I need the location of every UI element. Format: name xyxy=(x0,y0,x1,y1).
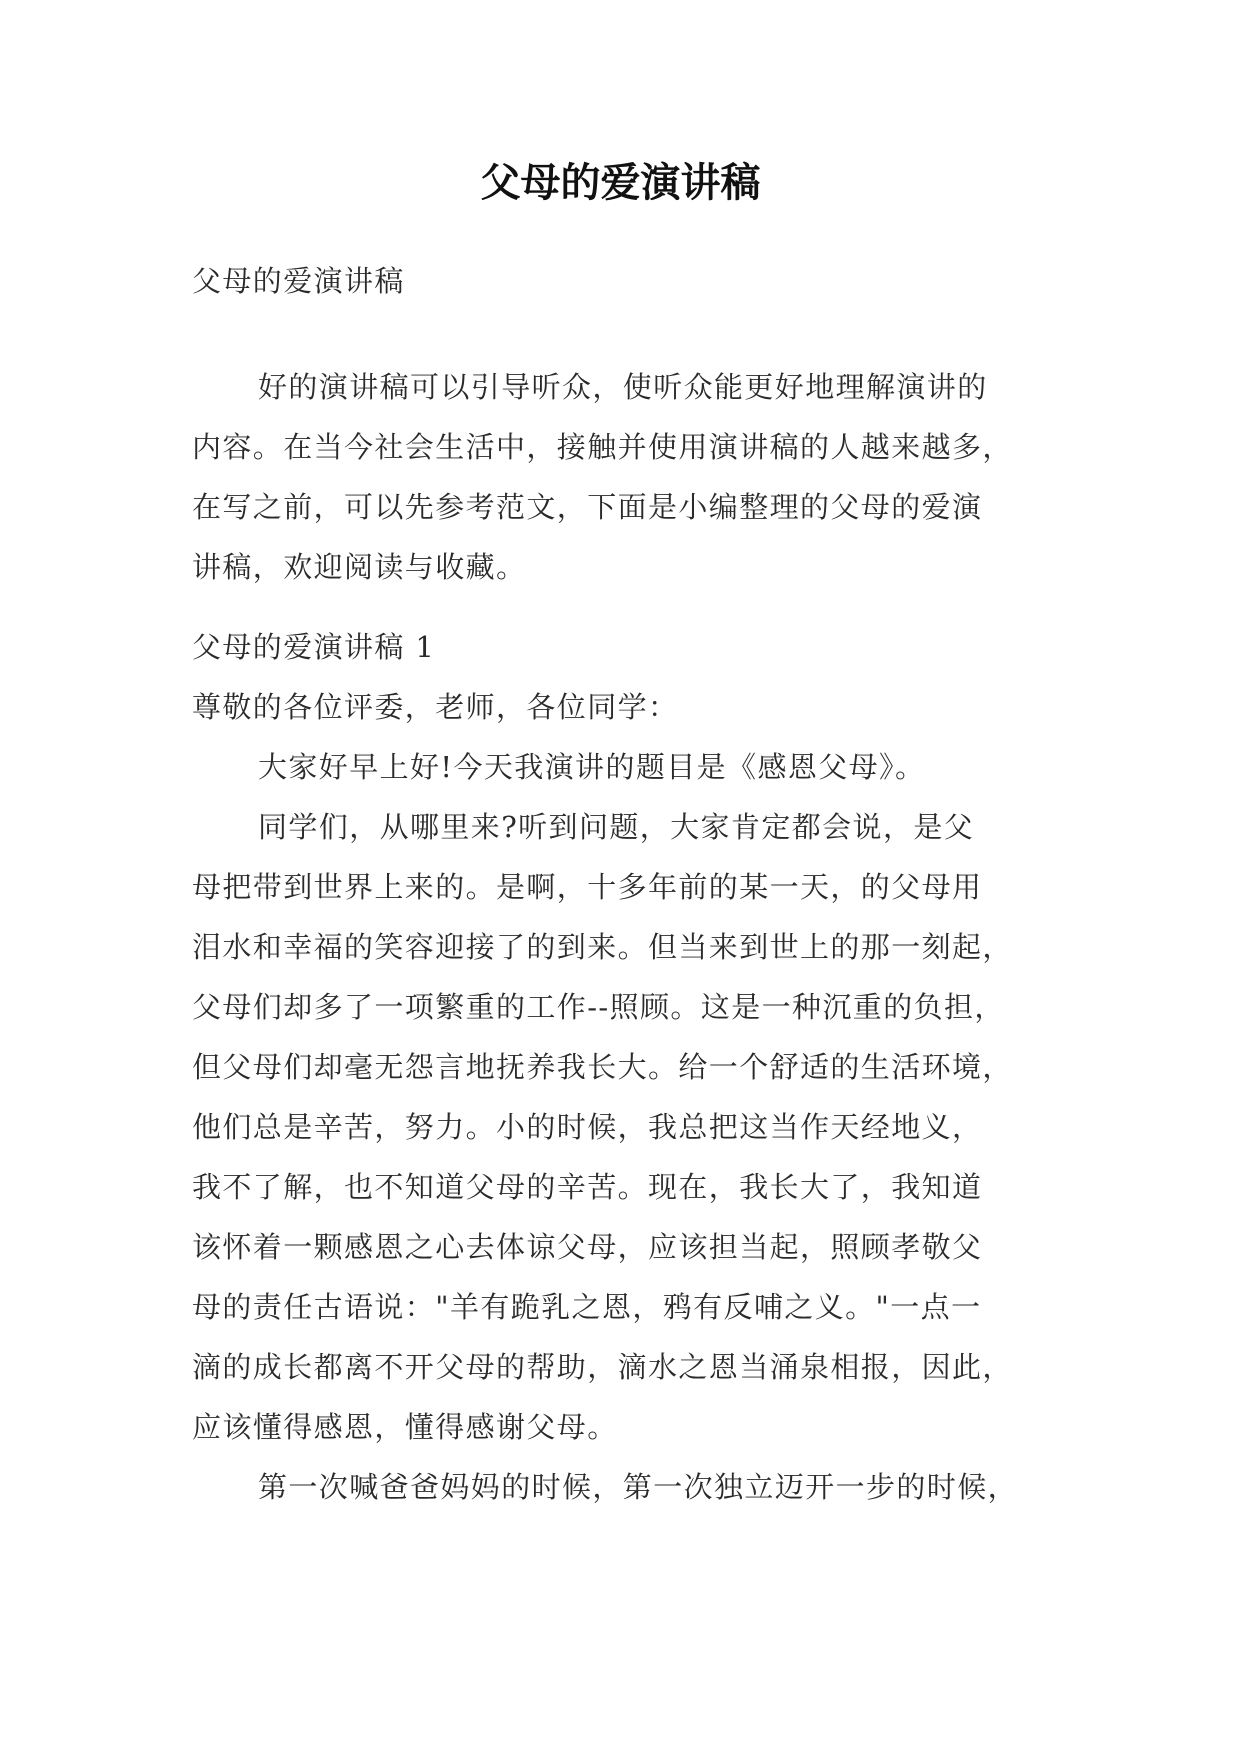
salutation: 尊敬的各位评委，老师，各位同学： xyxy=(192,690,679,724)
document-title: 父母的爱演讲稿 xyxy=(480,159,761,206)
paragraph-line: 应该懂得感恩，懂得感谢父母。 xyxy=(192,1410,618,1444)
paragraph-line: 我不了解，也不知道父母的辛苦。现在，我长大了，我知道 xyxy=(192,1170,983,1204)
section-heading: 父母的爱演讲稿 1 xyxy=(192,630,436,664)
paragraph-line: 大家好早上好!今天我演讲的题目是《感恩父母》。 xyxy=(258,750,926,784)
intro-paragraph xyxy=(192,357,1062,597)
paragraph-line: 父母们却多了一项繁重的工作--照顾。这是一种沉重的负担， xyxy=(192,990,1005,1024)
paragraph-line: 同学们，从哪里来?听到问题，大家肯定都会说，是父 xyxy=(258,810,975,844)
paragraph-line: 母的责任古语说："羊有跪乳之恩，鸦有反哺之义。"一点一 xyxy=(192,1290,982,1324)
subtitle-text: 父母的爱演讲稿 xyxy=(192,264,405,298)
subtitle xyxy=(192,251,1062,311)
paragraph-line: 母把带到世界上来的。是啊，十多年前的某一天，的父母用 xyxy=(192,870,983,904)
intro-line: 在写之前，可以先参考范文，下面是小编整理的父母的爱演 xyxy=(192,490,983,524)
intro-line: 讲稿，欢迎阅读与收藏。 xyxy=(192,550,527,584)
intro-line: 内容。在当今社会生活中，接触并使用演讲稿的人越来越多， xyxy=(192,430,1013,464)
paragraph-line: 泪水和幸福的笑容迎接了的到来。但当来到世上的那一刻起， xyxy=(192,930,1013,964)
speech-body xyxy=(192,617,1062,1517)
paragraph-line: 但父母们却毫无怨言地抚养我长大。给一个舒适的生活环境， xyxy=(192,1050,1013,1084)
paragraph-line: 该怀着一颗感恩之心去体谅父母，应该担当起，照顾孝敬父 xyxy=(192,1230,983,1264)
paragraph-line: 第一次喊爸爸妈妈的时候，第一次独立迈开一步的时候， xyxy=(258,1470,1019,1504)
intro-line: 好的演讲稿可以引导听众，使听众能更好地理解演讲的 xyxy=(258,370,988,404)
paragraph-line: 滴的成长都离不开父母的帮助，滴水之恩当涌泉相报，因此， xyxy=(192,1350,1013,1384)
paragraph-line: 他们总是辛苦，努力。小的时候，我总把这当作天经地义， xyxy=(192,1110,983,1144)
